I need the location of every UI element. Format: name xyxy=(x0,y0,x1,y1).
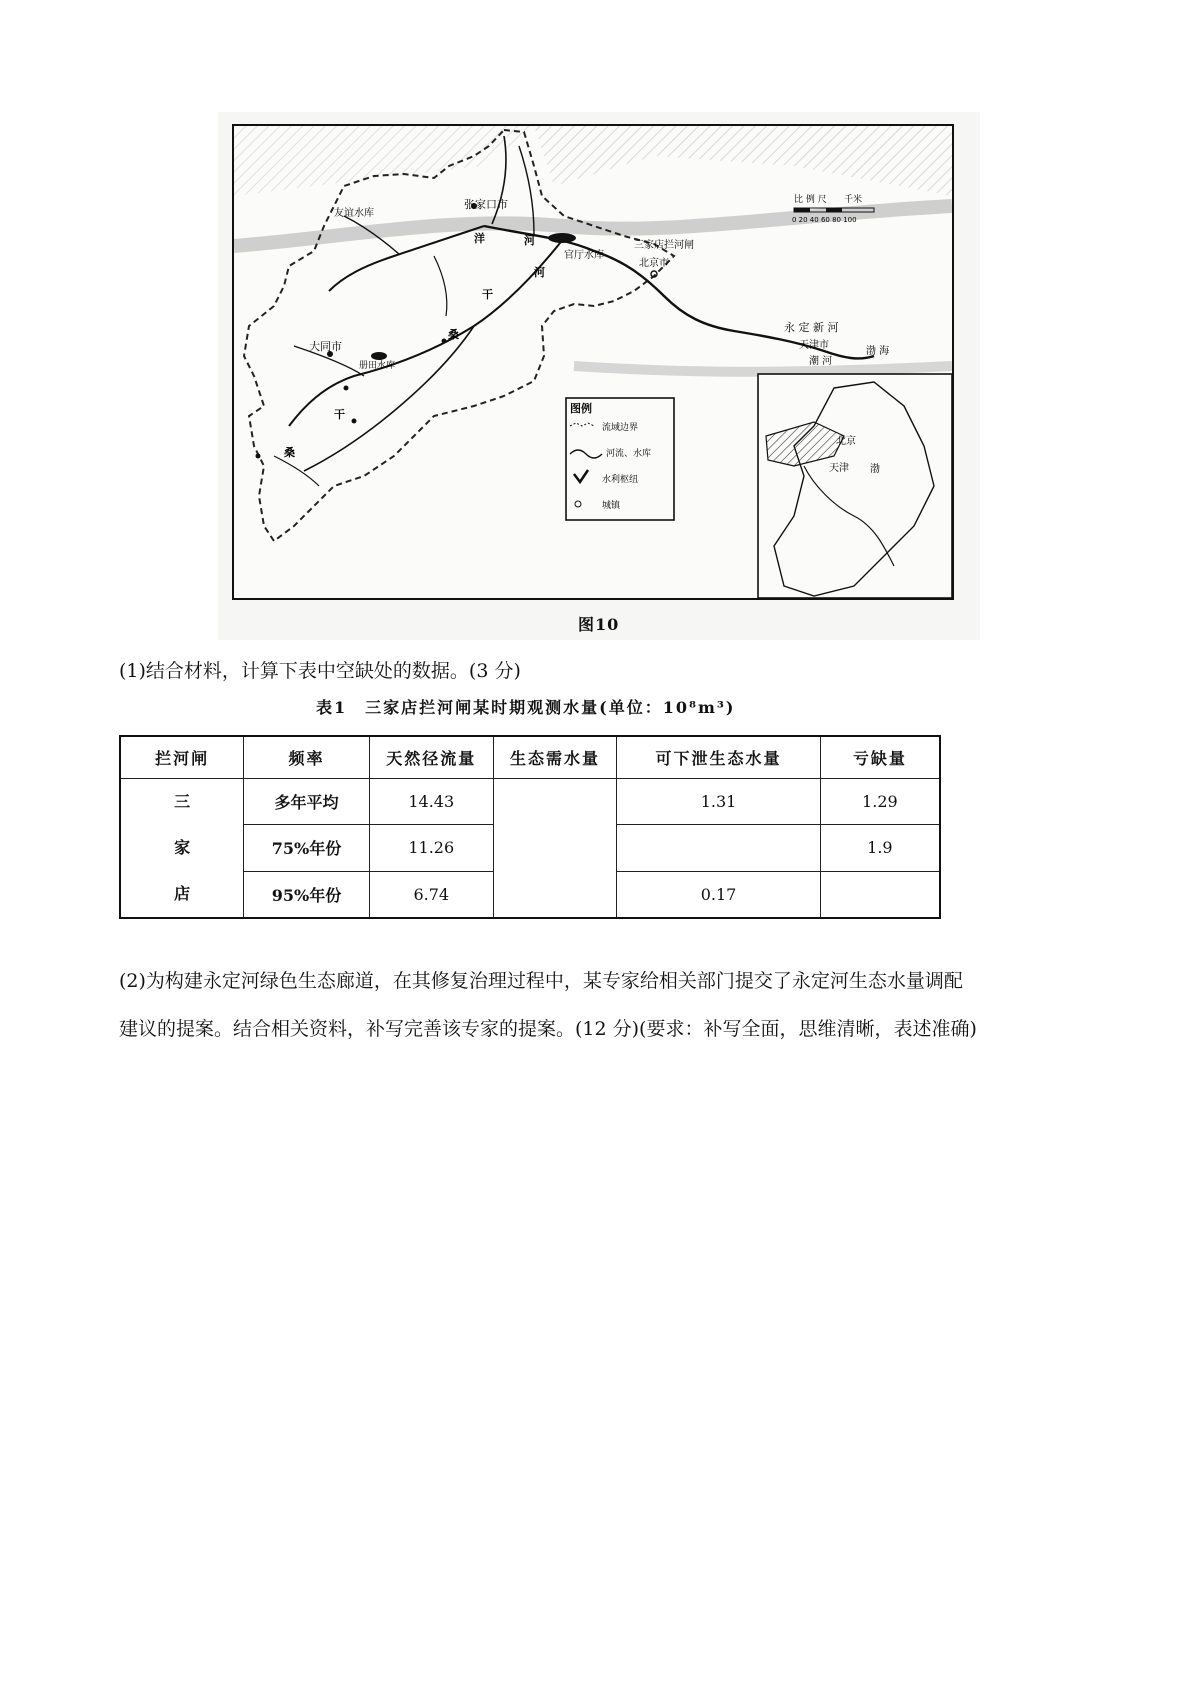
label-tianjin: 天津市 xyxy=(799,340,829,351)
inset-label-beijing: 北京 xyxy=(836,436,856,447)
station-cell xyxy=(120,778,244,918)
cell-dischargeable: 0.17 xyxy=(617,871,820,918)
cell-ecological-demand xyxy=(493,778,617,918)
town-dot-1 xyxy=(256,454,261,459)
label-zhangjiakou: 张家口市 xyxy=(464,198,508,211)
hatched-region-west xyxy=(234,126,534,196)
table-header-row xyxy=(120,736,940,778)
station-char-3: 店 xyxy=(174,883,191,903)
station-char-2: 家 xyxy=(174,837,191,857)
town-dot-4 xyxy=(352,419,357,424)
station-char-1: 三 xyxy=(174,791,191,811)
town-dot-2 xyxy=(344,386,349,391)
cell-natural-runoff: 11.26 xyxy=(369,825,493,872)
river-small-3 xyxy=(274,456,319,486)
header-natural-runoff: 天然径流量 xyxy=(369,736,493,778)
scale-unit: 千米 xyxy=(844,195,863,205)
water-volume-table xyxy=(119,735,941,919)
label-guanting-reservoir: 官厅水库 xyxy=(564,250,604,261)
background-road-2 xyxy=(574,366,952,372)
header-frequency: 频率 xyxy=(244,736,370,778)
header-ecological-demand: 生态需水量 xyxy=(493,736,617,778)
question-2-line-1: (2)为构建永定河绿色生态廊道，在其修复治理过程中，某专家给相关部门提交了永定河生态水量调配 xyxy=(119,970,963,992)
label-cetian-reservoir: 册田水库 xyxy=(359,361,396,371)
map-frame xyxy=(232,124,954,600)
cell-frequency: 75%年份 xyxy=(244,825,370,872)
table-title: 表1 三家店拦河闸某时期观测水量(单位：10⁸m³) xyxy=(316,698,736,717)
map-legend xyxy=(566,398,674,520)
label-youyi-reservoir: 友谊水库 xyxy=(334,208,374,219)
label-beijing: 北京市 xyxy=(639,258,669,269)
river-small-1 xyxy=(434,256,447,316)
figure-caption: 图10 xyxy=(578,615,620,634)
question-2-line-2: 建议的提案。结合相关资料，补写完善该专家的提案。(12 分)(要求：补写全面，思维清晰，表述准确) xyxy=(119,1018,977,1040)
label-datong: 大同市 xyxy=(309,340,342,353)
header-dam: 拦河闸 xyxy=(120,736,244,778)
cell-natural-runoff: 6.74 xyxy=(369,871,493,918)
map-figure xyxy=(218,112,980,640)
cell-frequency: 95%年份 xyxy=(244,871,370,918)
cell-dischargeable: 1.31 xyxy=(617,778,820,825)
table-row xyxy=(120,778,940,825)
scale-ticks: 0 20 40 60 80 100 xyxy=(792,216,857,224)
river-sang xyxy=(289,238,564,426)
legend-item-boundary: 流域边界 xyxy=(602,423,639,433)
label-he2: 河 xyxy=(534,266,545,279)
label-yang: 洋 xyxy=(474,232,485,245)
inset-map xyxy=(758,374,952,598)
cell-deficit xyxy=(820,871,940,918)
inset-label-tianjin: 天津 xyxy=(829,463,849,474)
label-he1: 河 xyxy=(524,234,535,247)
cell-deficit: 1.9 xyxy=(820,825,940,872)
town-dot-3 xyxy=(442,339,447,344)
header-deficit: 亏缺量 xyxy=(820,736,940,778)
cell-frequency: 多年平均 xyxy=(244,778,370,825)
scale-label: 比 例 尺 xyxy=(794,195,827,205)
legend-title: 图例 xyxy=(570,402,592,415)
question-1: (1)结合材料，计算下表中空缺处的数据。(3 分) xyxy=(119,660,521,682)
guanting-reservoir-shape xyxy=(548,233,576,243)
legend-item-town: 城镇 xyxy=(602,501,621,511)
legend-item-dam: 水利枢纽 xyxy=(602,475,639,485)
legend-item-river: 河流、水库 xyxy=(606,449,652,459)
cell-dischargeable xyxy=(617,825,820,872)
label-chao-he: 潮 河 xyxy=(809,356,833,367)
label-yongding-xinhe: 永 定 新 河 xyxy=(784,321,839,334)
scale-bar-fill xyxy=(794,208,810,212)
label-sanjiadian: 三家店拦河闸 xyxy=(634,240,694,251)
cell-natural-runoff: 14.43 xyxy=(369,778,493,825)
scale-bar-fill-2 xyxy=(826,208,842,212)
header-dischargeable: 可下泄生态水量 xyxy=(617,736,820,778)
hatched-region-north xyxy=(534,126,952,196)
label-sang: 桑 xyxy=(448,328,459,341)
label-gan1: 干 xyxy=(482,288,493,301)
label-gan2: 干 xyxy=(334,408,345,421)
label-sang2: 桑 xyxy=(284,446,295,459)
label-bohai: 渤 海 xyxy=(866,346,890,357)
inset-label-bohai: 渤 xyxy=(870,464,880,475)
cetian-reservoir-shape xyxy=(371,352,387,360)
basin-map xyxy=(234,126,952,598)
cell-deficit: 1.29 xyxy=(820,778,940,825)
